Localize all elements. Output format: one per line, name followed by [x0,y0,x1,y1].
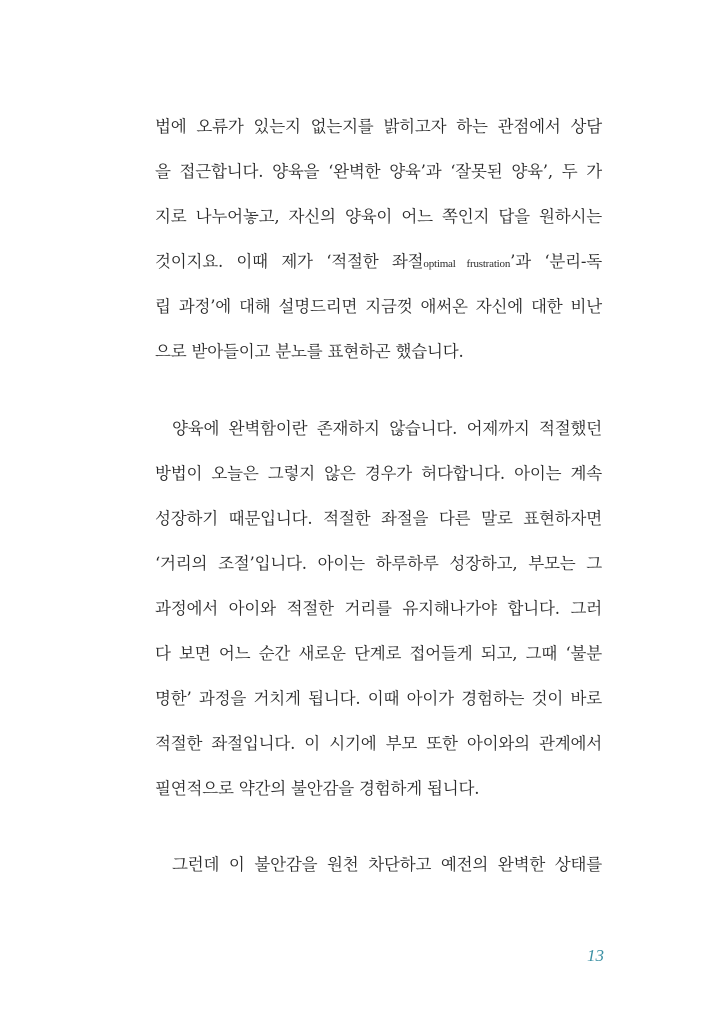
text-line: 성장하기 때문입니다. 적절한 좌절을 다른 말로 표현하자면 [155,509,602,528]
text-line-with-gloss [155,249,602,275]
text-line: 립 과정’에 대해 설명드리면 지금껏 애써온 자신에 대한 비난 [155,297,602,316]
text-line: 법에 오류가 있는지 없는지를 밝히고자 하는 관점에서 상담 [155,117,602,136]
text-fragment: ’과 ‘분리-독 [510,252,602,271]
text-line: 과정에서 아이와 적절한 거리를 유지해나가야 합니다. 그러 [155,599,602,618]
text-fragment: 것이지요. 이때 제가 ‘적절한 좌절 [155,252,424,271]
text-line: 을 접근합니다. 양육을 ‘완벽한 양육’과 ‘잘못된 양육’, 두 가 [155,162,602,181]
english-gloss: optimal frustration [423,258,511,270]
text-line: 지로 나누어놓고, 자신의 양육이 어느 쪽인지 답을 원하시는 [155,207,602,226]
text-line: 다 보면 어느 순간 새로운 단계로 접어들게 되고, 그때 ‘불분 [155,644,602,663]
text-line: 그런데 이 불안감을 원천 차단하고 예전의 완벽한 상태를 [172,855,602,874]
text-line: 명한’ 과정을 거치게 됩니다. 이때 아이가 경험하는 것이 바로 [155,689,602,708]
text-line: ‘거리의 조절’입니다. 아이는 하루하루 성장하고, 부모는 그 [155,554,602,573]
text-line: 방법이 오늘은 그렇지 않은 경우가 허다합니다. 아이는 계속 [155,464,602,483]
text-line: 으로 받아들이고 분노를 표현하곤 했습니다. [155,342,464,361]
text-line: 양육에 완벽함이란 존재하지 않습니다. 어제까지 적절했던 [172,419,602,438]
text-line: 필연적으로 약간의 불안감을 경험하게 됩니다. [155,779,480,798]
page-number: 13 [587,946,604,965]
text-line: 적절한 좌절입니다. 이 시기에 부모 또한 아이와의 관계에서 [155,734,602,753]
